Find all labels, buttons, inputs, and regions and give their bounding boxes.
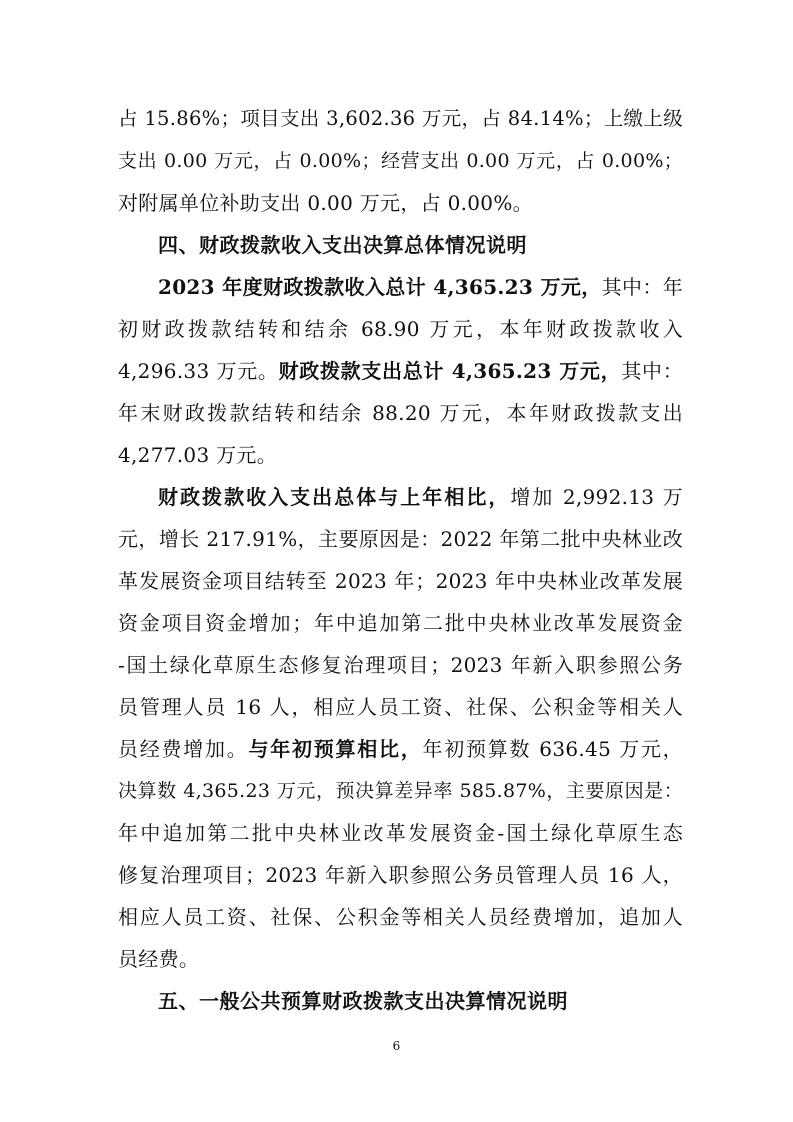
text-run: 员管理人员 16 人，相应人员工资、社保、公积金等相关人 [118, 695, 683, 719]
text-run: 对附属单位补助支出 0.00 万元，占 0.00%。 [118, 191, 533, 215]
text-run: 其中：年 [601, 275, 684, 299]
text-run: 修复治理项目；2023 年新入职参照公务员管理人员 16 人， [118, 863, 683, 887]
text-line [158, 267, 683, 307]
text-run: 革发展资金项目结转至 2023 年；2023 年中央林业改革发展 [118, 569, 683, 593]
section-heading-text: 五、一般公共预算财政拨款支出决算情况说明 [158, 989, 568, 1013]
text-run: 占 15.86%；项目支出 3,602.36 万元，占 84.14%；上缴上级 [118, 107, 683, 130]
text-run: 年末财政拨款结转和结余 88.20 万元，本年财政拨款支出 [118, 401, 683, 425]
section-heading [158, 225, 683, 265]
text-run: 年初预算数 636.45 万元， [422, 737, 683, 761]
text-run: 相应人员工资、社保、公积金等相关人员经费增加，追加人 [118, 905, 683, 929]
page-number: 6 [392, 1039, 401, 1053]
text-line [118, 141, 683, 181]
text-line [118, 813, 683, 853]
text-line [118, 309, 683, 349]
text-line [118, 435, 683, 475]
text-line [118, 687, 683, 727]
text-run: 增加 2,992.13 万 [510, 485, 683, 509]
text-run: 决算数 4,365.23 万元，预决算差异率 585.87%，主要原因是： [118, 780, 683, 802]
text-run: 资金项目资金增加；年中追加第二批中央林业改革发展资金 [118, 611, 683, 635]
text-run: 4,277.03 万元。 [118, 443, 278, 467]
bold-run: 财政拨款收入支出总体与上年相比， [158, 485, 511, 509]
text-line [158, 477, 683, 517]
text-run: -国土绿化草原生态修复治理项目；2023 年新入职参照公务 [118, 653, 683, 677]
text-line [118, 519, 683, 559]
text-run: 初财政拨款结转和结余 68.90 万元，本年财政拨款收入 [118, 317, 683, 341]
text-line [118, 603, 683, 643]
text-line [118, 351, 683, 391]
text-line [118, 771, 683, 811]
bold-run: 与年初预算相比， [248, 737, 423, 761]
text-run: 年中追加第二批中央林业改革发展资金-国土绿化草原生态 [118, 821, 683, 845]
section-heading [158, 981, 683, 1021]
text-run: 其中： [621, 359, 683, 383]
text-line [118, 897, 683, 937]
text-run: 员经费增加。 [118, 737, 249, 761]
text-line [118, 939, 683, 979]
text-run: 元，增长 217.91%，主要原因是：2022 年第二批中央林业改 [118, 527, 683, 551]
text-line [118, 855, 683, 895]
text-run: 支出 0.00 万元，占 0.00%；经营支出 0.00 万元，占 0.00%； [118, 150, 683, 172]
text-line [118, 99, 683, 139]
text-run: 4,296.33 万元。 [118, 359, 279, 383]
text-run: 员经费。 [118, 947, 200, 971]
text-line [118, 561, 683, 601]
bold-run: 2023 年度财政拨款收入总计 4,365.23 万元， [158, 275, 602, 299]
section-heading-text: 四、财政拨款收入支出决算总体情况说明 [158, 233, 527, 257]
text-line [118, 645, 683, 685]
text-line [118, 183, 683, 223]
bold-run: 财政拨款支出总计 4,365.23 万元， [278, 359, 622, 383]
text-line [118, 393, 683, 433]
text-line [118, 729, 683, 769]
